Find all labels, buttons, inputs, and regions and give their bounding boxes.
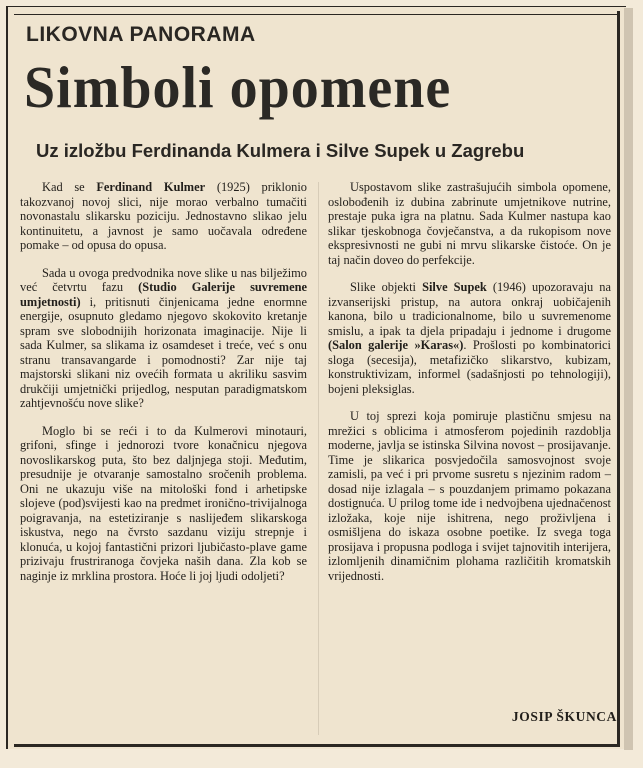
section-kicker: LIKOVNA PANORAMA (26, 23, 256, 46)
artist-name-supek: Silve Supek (422, 280, 487, 294)
column-right (328, 180, 611, 596)
paragraph: Uspostavom slike zastrašujućih simbola opomene, oslobođenih iz dubina zabrinute umjetnikove nutrine, prestaje puka igra na platnu. Sada Kulmer nastupa kao slikar tjeskobnoga čovječanstva, a da rukopisom nove ekspresivnosti ne gubi ni mrvu slikarske čistoće. On je taj način doveo do perfekcije. (328, 180, 611, 267)
column-left (20, 180, 307, 596)
paragraph (20, 266, 307, 411)
article-subhead: Uz izložbu Ferdinanda Kulmera i Silve Supek u Zagrebu (36, 140, 525, 161)
paragraph-text: (1925) priklonio takozvanoj novoj slici, nije morao verbalno tumačiti novonastalu slikarsku poziciju. Jednostavno slikao jelu kontinuitetu, a javnost je samo uočavala određene pomake – od opusa do opusa. (20, 180, 307, 252)
top-rule (14, 14, 620, 15)
paragraph (20, 180, 307, 253)
paragraph-text: (1946) upozoravaju na izvanserijski pristup, na autora onkraj uobičajenih kanona, bilo u tradicionalnome, bilo u suvremenome smislu, a ipak ta djela pripadaju i jednome i drugome (328, 280, 611, 338)
bottom-rule (14, 744, 620, 747)
paragraph-text: Kad se (42, 180, 97, 194)
paragraph-text: . Prošlosti po kombinatorici sloga (secesija), metafizičko slikarstvo, kubizam, konstruktivizam, informel (sadašnjosti po tehnologiji), bojeni pleksiglas. (328, 338, 611, 396)
venue-studio-galerije: (Studio Galerije suvremene umjetnosti) (20, 280, 307, 309)
clipping-shadow (624, 8, 633, 750)
paragraph: U toj sprezi koja pomiruje plastičnu smjesu na mrežici s oblicima i atmosferom pojedinih razdoblja moderne, javlja se istinska Silvina novost – prosijavanje. Time je slikarica posvjedočila samosvojnost svoje zamisli, pa već i pri prvome susretu s njezinim radom – dosad nije izlagala – s pouzdanjem primamo pokazana dostignuća. U prilog tome ide i nedvojbena ujednačenost izložaka, koje nije ishitrena, nego proživljena i osmišljena do iskaza osobne poetike. Iz svega toga prosijava i propusna podloga i svijet tajnovitih interijera, izlomljenih dinamičnim plohama različitih kromatskih vrijednosti. (328, 409, 611, 583)
paragraph (328, 280, 611, 396)
paragraph: Moglo bi se reći i to da Kulmerovi minotauri, grifoni, sfinge i jednorozi tvore konačnicu njegova novoslikarskog puta, što bez daljnjega stoji. Međutim, presudnije je otvaranje samostalno sročenih problema. Oni ne ukazuju više na mitološki fond i arhetipske slojeve (pod)svijesti kao na predmet ironično-trivijalnoga poigravanja, na estetiziranje s naslijeđem slikarskoga iskustva, nego na čvrsto sazdanu viziju strepnje i klonuća, u kojoj fantastični prizori ljubičasto-plave game prizivaju frustriranoga čovjeka naših dana. Zla kob se naginje iz mrklina prostora. Hoće li joj ljudi odoljeti? (20, 423, 307, 583)
paragraph-text: i, pritisnuti činjenicama jedne enormne energije, osupnuto gledamo njegovo skokovito kretanje spram sve slobodnijih horizonata imaginacije. Nije li sada Kulmer, sa slikama iz osamdeset i treće, već s onu stranu transavangarde i pomodnosti? Zar nije taj majstorski slikani niz ovećih formata u akriliku sasvim drukčiji umjetnički prijedlog, nesputan paradigmatskom zahtjevnošću nove slike? (20, 294, 307, 410)
article-headline: Simboli opomene (24, 55, 452, 121)
author-byline: JOSIP ŠKUNCA (511, 709, 617, 724)
paragraph-text: Sada u ovoga predvodnika nove slike u nas bilježimo već četvrtu fazu (20, 265, 307, 294)
venue-salon-karas: (Salon galerije »Karas«) (328, 338, 464, 352)
right-rule (617, 11, 620, 747)
column-divider (318, 182, 319, 735)
paragraph-text: Slike objekti (350, 280, 423, 294)
artist-name-kulmer: Ferdinand Kulmer (96, 180, 206, 194)
